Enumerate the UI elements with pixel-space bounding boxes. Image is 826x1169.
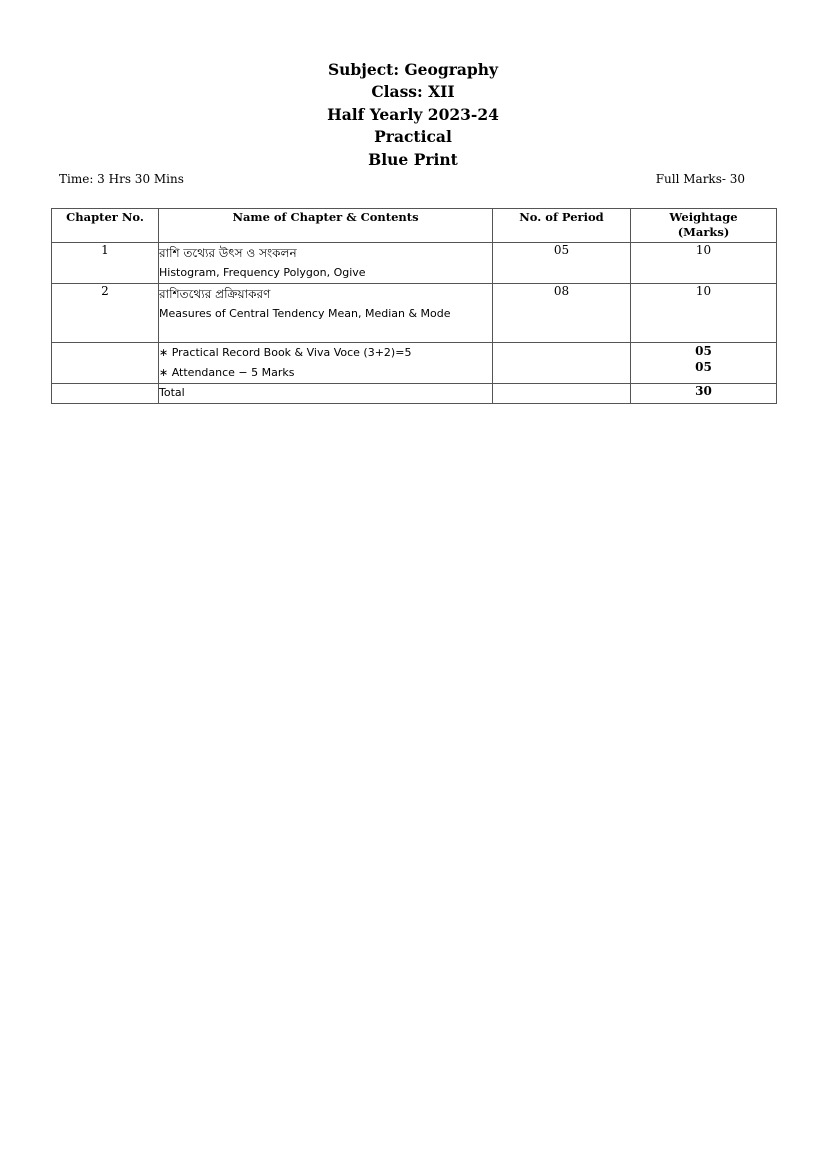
attendance-item: ∗ Attendance − 5 Marks (159, 366, 295, 379)
header-chapter-name: Name of Chapter & Contents (159, 209, 493, 243)
empty-cell (493, 384, 631, 404)
subject-title: Subject: Geography (327, 60, 499, 79)
chapter-title-bengali: রাশিতথ্যের প্রক্রিয়াকরণ (159, 287, 271, 301)
total-marks: 30 (631, 384, 777, 404)
type-title: Practical (374, 127, 452, 147)
extra-contents (159, 343, 493, 384)
chapter-number: 1 (52, 243, 159, 284)
time-label: Time: 3 Hrs 30 Mins (59, 172, 184, 186)
period-count: 08 (493, 284, 631, 343)
attendance-marks: 05 (695, 360, 712, 374)
exam-meta (59, 172, 745, 186)
marks-weightage: 10 (631, 284, 777, 343)
blueprint-table (51, 208, 777, 404)
record-viva-marks: 05 (695, 344, 712, 358)
empty-cell (52, 343, 159, 384)
table-header-row (52, 209, 777, 243)
document-header (0, 59, 826, 171)
exam-title: Half Yearly 2023-24 (327, 104, 499, 124)
chapter-topics: Histogram, Frequency Polygon, Ogive (159, 266, 366, 279)
full-marks-label: Full Marks- 30 (655, 172, 745, 186)
empty-cell (52, 384, 159, 404)
chapter-contents (159, 284, 493, 343)
class-title: Class: XII (371, 82, 455, 102)
chapter-contents (159, 243, 493, 284)
chapter-title-bengali: রাশি তথ্যের উৎস ও সংকলন (159, 246, 297, 260)
marks-weightage: 10 (631, 243, 777, 284)
table-row (52, 343, 777, 384)
chapter-number: 2 (52, 284, 159, 343)
period-count: 05 (493, 243, 631, 284)
total-row (52, 384, 777, 404)
header-weightage-line2: (Marks) (677, 225, 730, 239)
chapter-topics: Measures of Central Tendency Mean, Median & Mode (159, 307, 451, 320)
table-row (52, 243, 777, 284)
header-chapter-no: Chapter No. (52, 209, 159, 243)
doc-title: Blue Print (368, 149, 458, 169)
header-weightage (631, 209, 777, 243)
extra-marks (631, 343, 777, 384)
record-viva-item: ∗ Practical Record Book & Viva Voce (3+2)=5 (159, 346, 412, 359)
empty-cell (493, 343, 631, 384)
total-label: Total (159, 384, 493, 404)
header-periods: No. of Period (493, 209, 631, 243)
header-weightage-line1: Weightage (669, 210, 738, 224)
table-row (52, 284, 777, 343)
